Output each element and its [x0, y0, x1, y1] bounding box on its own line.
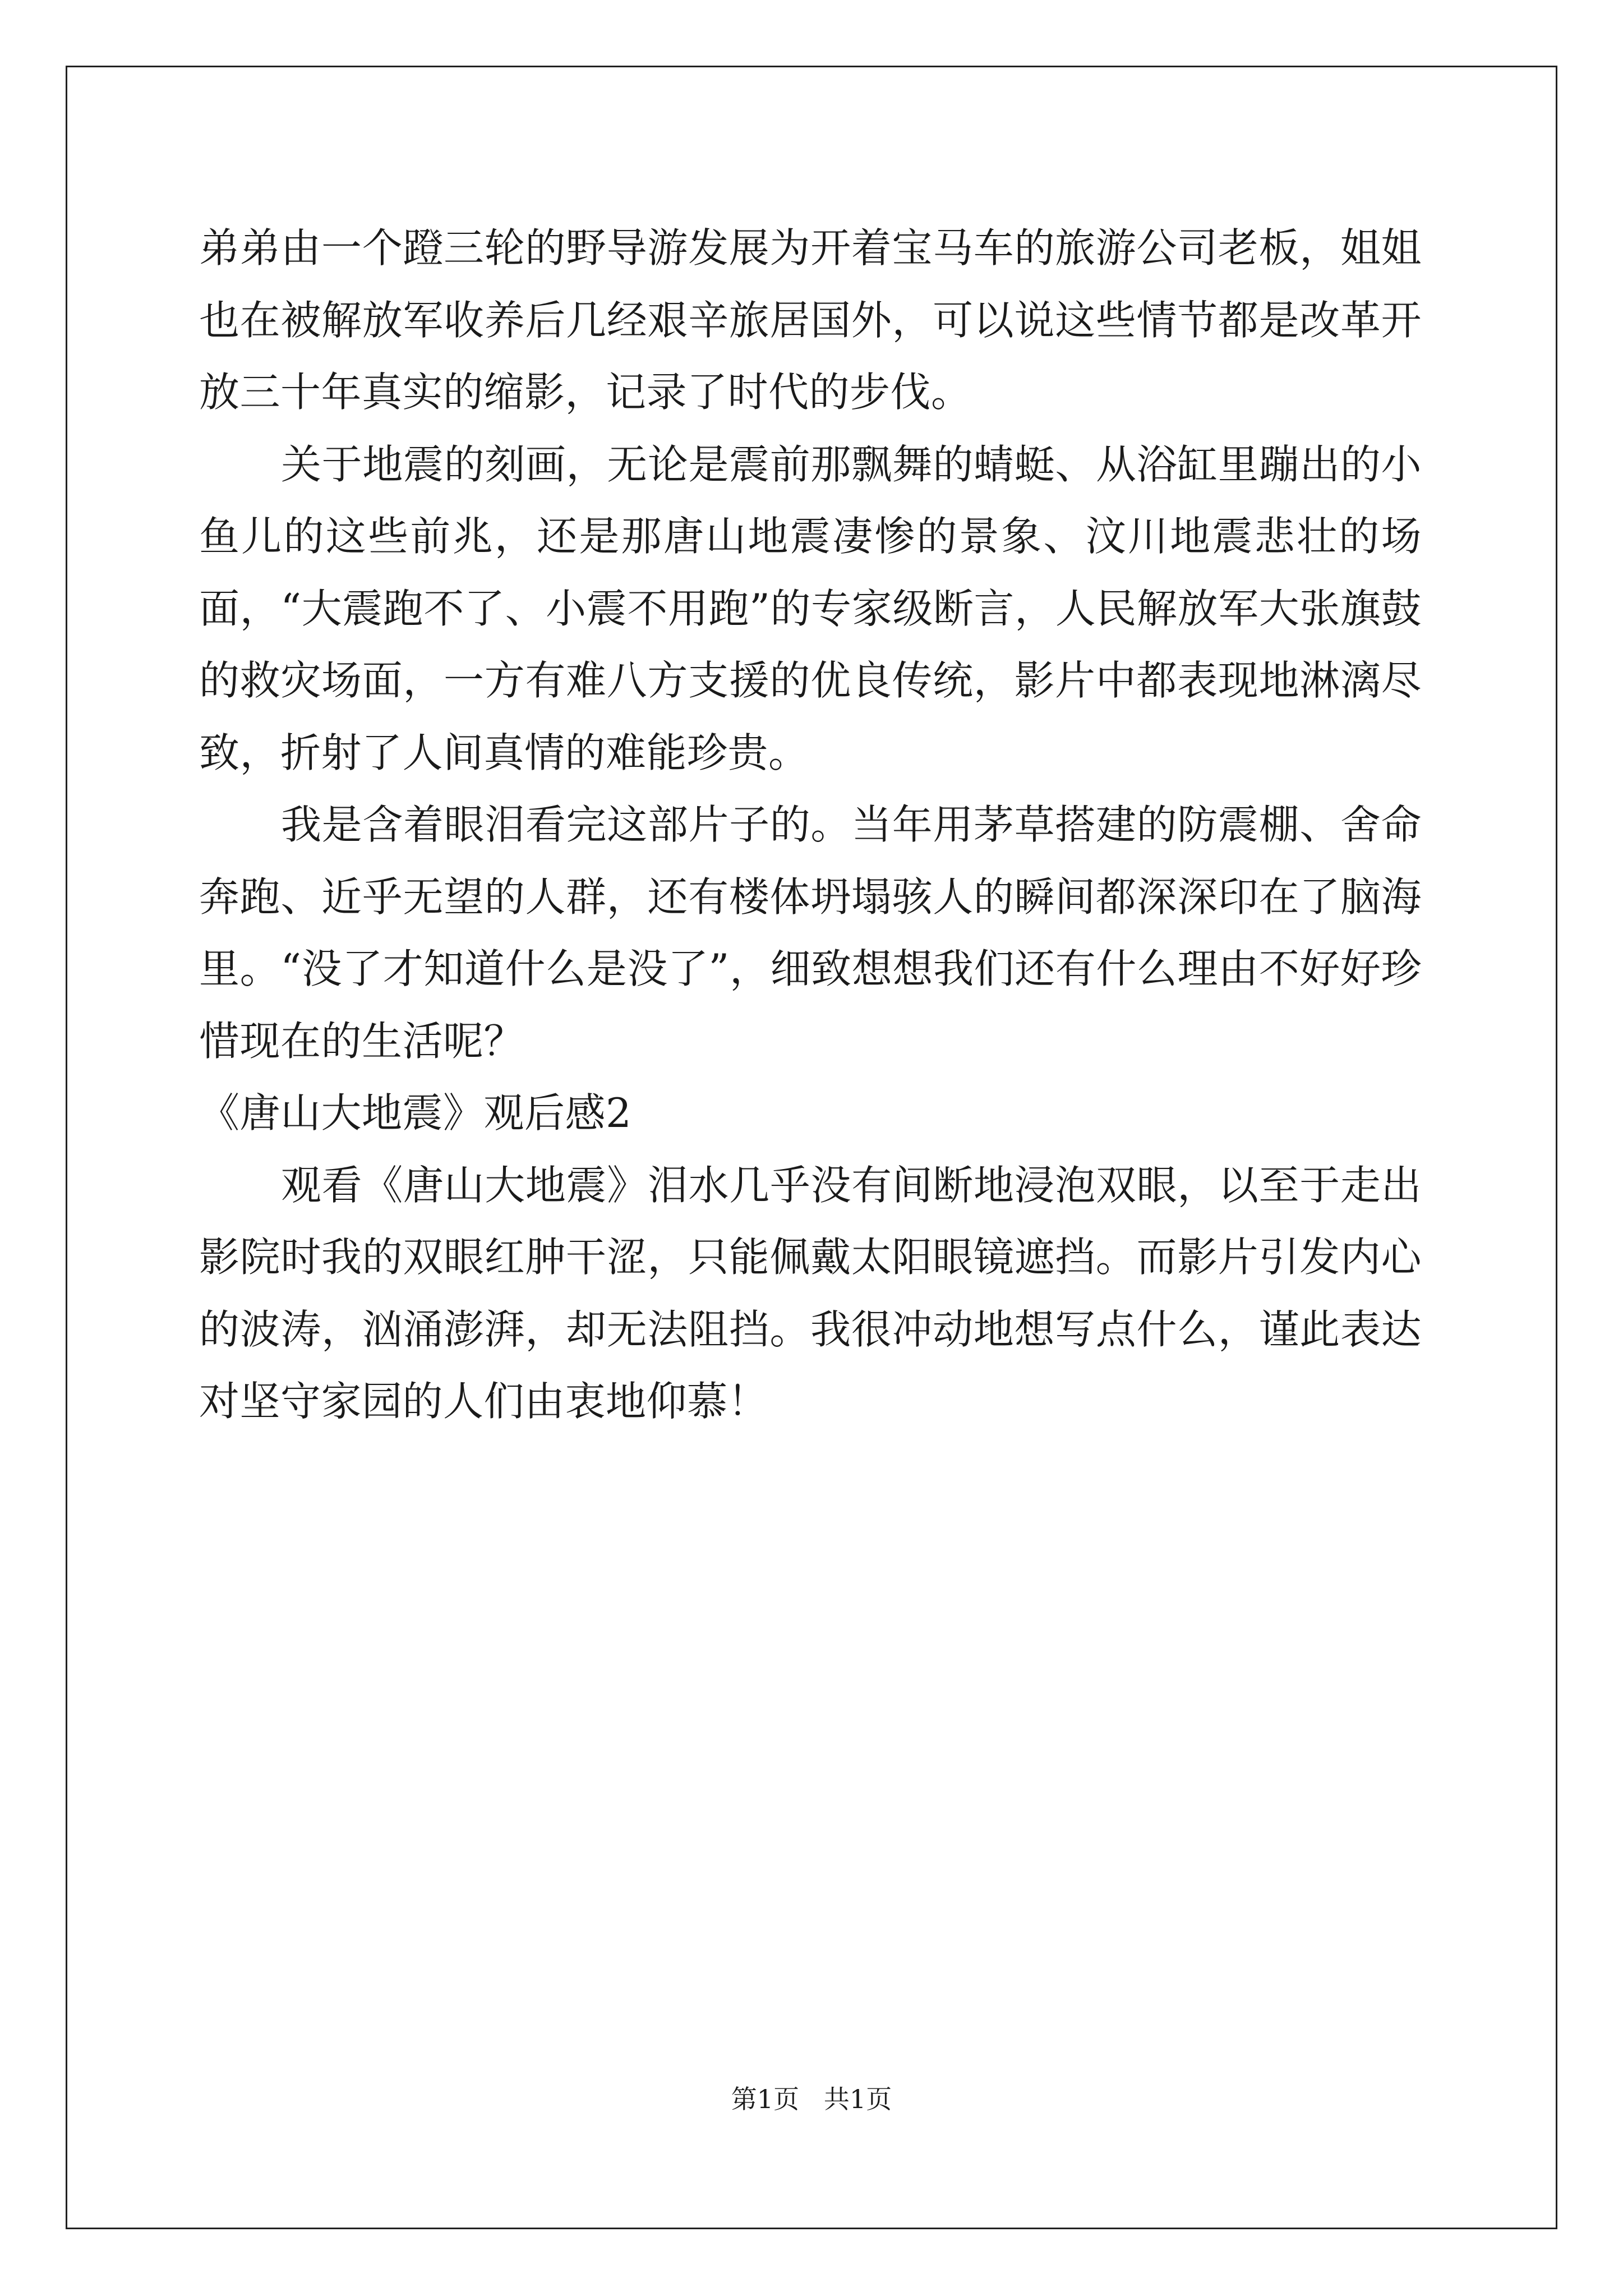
paragraph-continuation: 弟弟由一个蹬三轮的野导游发展为开着宝马车的旅游公司老板，姐姐也在被解放军收养后几经艰辛旅居国外，可以说这些情节都是改革开放三十年真实的缩影，记录了时代的步伐。 — [199, 224, 1422, 416]
section-heading: 《唐山大地震》观后感2 — [199, 1089, 632, 1137]
paragraph-watching: 观看《唐山大地震》泪水几乎没有间断地浸泡双眼，以至于走出影院时我的双眼红肿干涩，只能佩戴太阳眼镜遮挡。而影片引发内心的波涛，汹涌澎湃，却无法阻挡。我很冲动地想写点什么，谨此表达对坚守家园的人们由衷地仰慕！ — [199, 1161, 1422, 1425]
paragraph-earthquake-depiction: 关于地震的刻画，无论是震前那飘舞的蜻蜓、从浴缸里蹦出的小鱼儿的这些前兆，还是那唐山地震凄惨的景象、汶川地震悲壮的场面，“大震跑不了、小震不用跑”的专家级断言，人民解放军大张旗鼓的救灾场面，一方有难八方支援的优良传统，影片中都表现地淋漓尽致，折射了人间真情的难能珍贵。 — [199, 440, 1422, 776]
page-footer: 第1页 共1页 — [731, 2084, 892, 2114]
paragraph-tears: 我是含着眼泪看完这部片子的。当年用茅草搭建的防震棚、舍命奔跑、近乎无望的人群，还有楼体坍塌骇人的瞬间都深深印在了脑海里。“没了才知道什么是没了”，细致想想我们还有什么理由不好好珍惜现在的生活呢？ — [199, 801, 1422, 1065]
document-body — [199, 212, 1422, 1438]
